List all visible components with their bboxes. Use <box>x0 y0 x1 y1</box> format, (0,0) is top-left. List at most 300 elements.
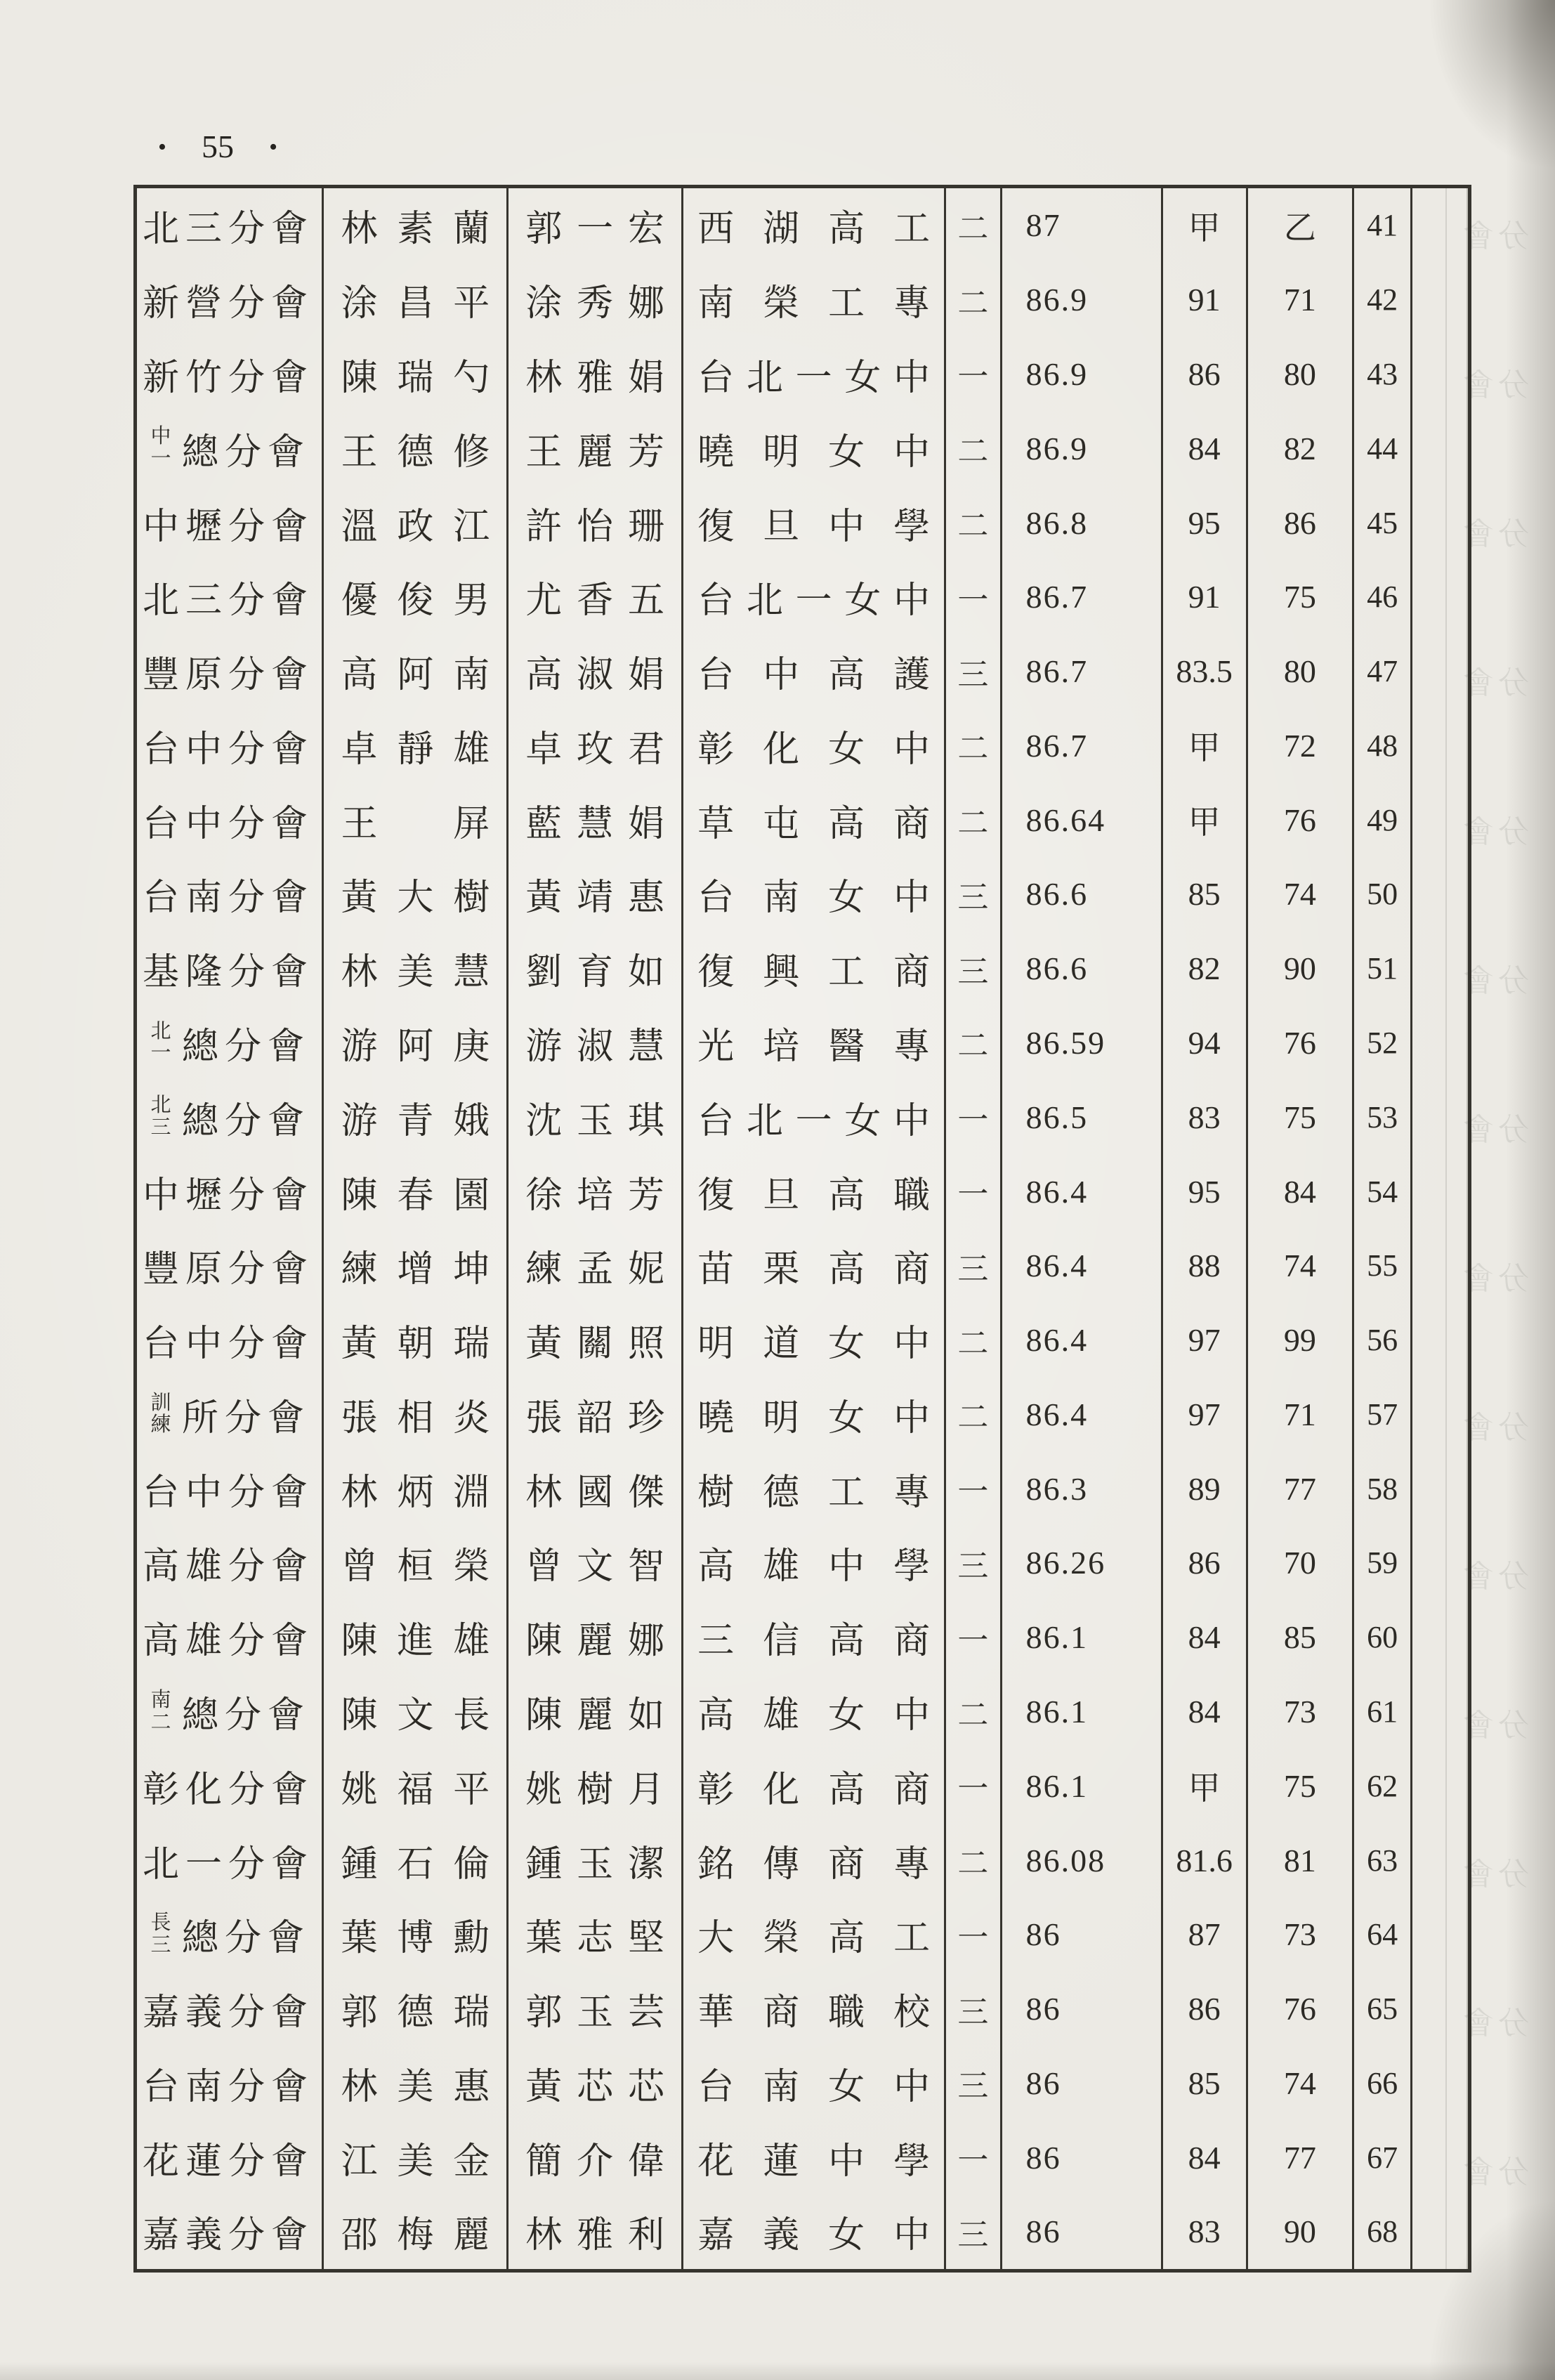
branch-name: 總分會 <box>182 432 311 473</box>
grade-cell: 二 <box>946 485 1002 560</box>
student-name-cell: 林 雅 利 <box>509 2195 683 2269</box>
student-name-cell: 葉 志 堅 <box>509 1897 683 1972</box>
score-a-cell: 86 <box>1163 1972 1248 2046</box>
branch-name: 台南分會 <box>143 878 315 919</box>
member-name-cell: 卓 靜 雄 <box>324 708 509 783</box>
average-score-cell: 86.6 <box>1002 931 1163 1006</box>
score-a-cell: 81.6 <box>1163 1823 1248 1897</box>
grade-cell: 二 <box>946 188 1002 263</box>
branch-cell <box>137 263 324 337</box>
average-score-cell: 86.5 <box>1002 1080 1163 1154</box>
page-number-left-dot: • <box>158 134 166 160</box>
empty-margin-cell <box>1412 634 1468 709</box>
average-score-cell: 86.7 <box>1002 634 1163 709</box>
rank-cell: 50 <box>1354 857 1413 931</box>
school-cell: 台 南 女 中 <box>683 857 946 931</box>
branch-cell <box>137 1229 324 1303</box>
bleedthrough-text: 分會 <box>1459 2006 1529 2041</box>
empty-margin-cell <box>1412 1675 1468 1749</box>
member-name-cell: 涂 昌 平 <box>324 263 509 337</box>
bleedthrough-text: 分會 <box>1459 1708 1529 1743</box>
table-row <box>137 634 1468 709</box>
table-row <box>137 857 1468 931</box>
school-cell: 苗 栗 高 商 <box>683 1229 946 1303</box>
grade-cell: 一 <box>946 1897 1002 1972</box>
student-name-cell: 黃 芯 芯 <box>509 2046 683 2121</box>
member-name-cell: 王 德 修 <box>324 411 509 485</box>
score-b-cell: 76 <box>1248 1006 1354 1080</box>
branch-cell <box>137 1972 324 2046</box>
score-b-cell: 75 <box>1248 1748 1354 1823</box>
rank-cell: 52 <box>1354 1006 1413 1080</box>
page-edge-shadow-right <box>1506 0 1555 2380</box>
score-a-cell: 84 <box>1163 1600 1248 1675</box>
branch-cell <box>137 857 324 931</box>
branch-stacked-prefix: 中 一 <box>150 425 171 471</box>
school-cell: 彰 化 女 中 <box>683 708 946 783</box>
grade-cell: 三 <box>946 1972 1002 2046</box>
table-row <box>137 1154 1468 1229</box>
rank-cell: 44 <box>1354 411 1413 485</box>
student-name-cell: 郭 一 宏 <box>509 188 683 263</box>
student-name-cell: 許 怡 珊 <box>509 485 683 560</box>
student-name-cell: 林 國 傑 <box>509 1451 683 1526</box>
school-cell: 台 南 女 中 <box>683 2046 946 2121</box>
student-name-cell: 涂 秀 娜 <box>509 263 683 337</box>
score-a-cell: 83 <box>1163 2195 1248 2269</box>
member-name-cell: 張 相 炎 <box>324 1378 509 1452</box>
average-score-cell: 86.64 <box>1002 783 1163 857</box>
score-a-cell: 82 <box>1163 931 1248 1006</box>
grade-cell: 二 <box>946 708 1002 783</box>
branch-cell <box>137 1451 324 1526</box>
results-table <box>133 185 1471 2273</box>
table-row <box>137 1229 1468 1303</box>
table-row <box>137 1451 1468 1526</box>
score-b-cell: 80 <box>1248 337 1354 412</box>
score-b-cell: 75 <box>1248 1080 1354 1154</box>
grade-cell: 三 <box>946 931 1002 1006</box>
table-row <box>137 1748 1468 1823</box>
empty-margin-cell <box>1412 560 1468 634</box>
grade-cell: 三 <box>946 1526 1002 1600</box>
student-name-cell: 沈 玉 琪 <box>509 1080 683 1154</box>
rank-cell: 57 <box>1354 1378 1413 1452</box>
branch-cell <box>137 188 324 263</box>
grade-cell: 三 <box>946 2195 1002 2269</box>
score-b-cell: 90 <box>1248 931 1354 1006</box>
grade-cell: 三 <box>946 634 1002 709</box>
score-b-cell: 72 <box>1248 708 1354 783</box>
average-score-cell: 86.9 <box>1002 411 1163 485</box>
empty-margin-cell <box>1412 857 1468 931</box>
grade-cell: 一 <box>946 1080 1002 1154</box>
branch-cell <box>137 1897 324 1972</box>
grade-cell: 一 <box>946 1154 1002 1229</box>
school-cell: 復 旦 高 職 <box>683 1154 946 1229</box>
branch-name: 台中分會 <box>143 1324 315 1365</box>
average-score-cell: 86 <box>1002 1972 1163 2046</box>
grade-cell: 一 <box>946 1748 1002 1823</box>
average-score-cell: 86.3 <box>1002 1451 1163 1526</box>
empty-margin-cell <box>1412 1303 1468 1378</box>
school-cell: 南 榮 工 專 <box>683 263 946 337</box>
page-corner-shadow-bottom-right <box>1400 2155 1555 2380</box>
rank-cell: 59 <box>1354 1526 1413 1600</box>
school-cell: 復 興 工 商 <box>683 931 946 1006</box>
branch-name: 中壢分會 <box>143 1175 315 1216</box>
empty-margin-cell <box>1412 263 1468 337</box>
average-score-cell: 86.1 <box>1002 1675 1163 1749</box>
branch-name: 北三分會 <box>143 209 315 250</box>
score-b-cell: 80 <box>1248 634 1354 709</box>
branch-name: 總分會 <box>182 1696 311 1737</box>
empty-margin-cell <box>1412 411 1468 485</box>
rank-cell: 56 <box>1354 1303 1413 1378</box>
score-a-cell: 84 <box>1163 411 1248 485</box>
rank-cell: 58 <box>1354 1451 1413 1526</box>
student-name-cell: 劉 育 如 <box>509 931 683 1006</box>
empty-margin-cell <box>1412 1080 1468 1154</box>
rank-cell: 68 <box>1354 2195 1413 2269</box>
branch-name: 台中分會 <box>143 804 315 844</box>
branch-name: 台南分會 <box>143 2067 315 2107</box>
member-name-cell: 林 素 蘭 <box>324 188 509 263</box>
member-name-cell: 溫 政 江 <box>324 485 509 560</box>
score-b-cell: 71 <box>1248 263 1354 337</box>
score-b-cell: 75 <box>1248 560 1354 634</box>
branch-name: 北三分會 <box>143 581 315 622</box>
member-name-cell: 練 增 坤 <box>324 1229 509 1303</box>
rank-cell: 60 <box>1354 1600 1413 1675</box>
table-row <box>137 1006 1468 1080</box>
bleedthrough-text: 分會 <box>1459 1411 1529 1445</box>
table-row <box>137 1600 1468 1675</box>
table-row <box>137 1526 1468 1600</box>
student-name-cell: 林 雅 娟 <box>509 337 683 412</box>
school-cell: 台 北 一 女 中 <box>683 337 946 412</box>
empty-margin-cell <box>1412 485 1468 560</box>
score-a-cell: 86 <box>1163 1526 1248 1600</box>
table-row <box>137 1675 1468 1749</box>
school-cell: 曉 明 女 中 <box>683 1378 946 1452</box>
average-score-cell: 86 <box>1002 2195 1163 2269</box>
rank-cell: 66 <box>1354 2046 1413 2121</box>
average-score-cell: 86.8 <box>1002 485 1163 560</box>
grade-cell: 一 <box>946 337 1002 412</box>
bleedthrough-text: 分會 <box>1459 368 1529 403</box>
branch-name: 嘉義分會 <box>143 1993 315 2034</box>
branch-cell <box>137 783 324 857</box>
student-name-cell: 鍾 玉 潔 <box>509 1823 683 1897</box>
score-a-cell: 91 <box>1163 263 1248 337</box>
rank-cell: 51 <box>1354 931 1413 1006</box>
bleedthrough-text: 分會 <box>1459 1262 1529 1296</box>
school-cell: 樹 德 工 專 <box>683 1451 946 1526</box>
branch-cell <box>137 1154 324 1229</box>
rank-cell: 42 <box>1354 263 1413 337</box>
average-score-cell: 86.26 <box>1002 1526 1163 1600</box>
table-row <box>137 2046 1468 2121</box>
branch-name: 總分會 <box>182 1918 311 1959</box>
branch-name: 高雄分會 <box>143 1621 315 1662</box>
school-cell: 西 湖 高 工 <box>683 188 946 263</box>
student-name-cell: 郭 玉 芸 <box>509 1972 683 2046</box>
table-row <box>137 485 1468 560</box>
rank-cell: 64 <box>1354 1897 1413 1972</box>
branch-stacked-prefix: 南 二 <box>150 1688 171 1734</box>
rank-cell: 54 <box>1354 1154 1413 1229</box>
branch-cell <box>137 1303 324 1378</box>
score-b-cell: 84 <box>1248 1154 1354 1229</box>
empty-margin-cell <box>1412 1748 1468 1823</box>
branch-name: 花蓮分會 <box>143 2141 315 2182</box>
student-name-cell: 曾 文 智 <box>509 1526 683 1600</box>
rank-cell: 67 <box>1354 2120 1413 2195</box>
table-row <box>137 708 1468 783</box>
score-b-cell: 82 <box>1248 411 1354 485</box>
score-b-cell: 71 <box>1248 1378 1354 1452</box>
branch-name: 豐原分會 <box>143 1250 315 1290</box>
empty-margin-cell <box>1412 1006 1468 1080</box>
rank-cell: 61 <box>1354 1675 1413 1749</box>
member-name-cell: 郭 德 瑞 <box>324 1972 509 2046</box>
branch-stacked-prefix: 長 三 <box>150 1911 171 1956</box>
empty-margin-cell <box>1412 1897 1468 1972</box>
score-a-cell: 83 <box>1163 1080 1248 1154</box>
member-name-cell: 葉 博 勳 <box>324 1897 509 1972</box>
grade-cell: 三 <box>946 2046 1002 2121</box>
average-score-cell: 86 <box>1002 2046 1163 2121</box>
school-cell: 曉 明 女 中 <box>683 411 946 485</box>
score-b-cell: 76 <box>1248 1972 1354 2046</box>
score-a-cell: 95 <box>1163 485 1248 560</box>
table-row <box>137 1080 1468 1154</box>
member-name-cell: 王 屏 <box>324 783 509 857</box>
average-score-cell: 86.4 <box>1002 1378 1163 1452</box>
branch-stacked-prefix: 北 三 <box>150 1094 171 1139</box>
empty-margin-cell <box>1412 337 1468 412</box>
student-name-cell: 游 淑 慧 <box>509 1006 683 1080</box>
grade-cell: 二 <box>946 1675 1002 1749</box>
score-a-cell: 87 <box>1163 1897 1248 1972</box>
branch-cell <box>137 1006 324 1080</box>
score-b-cell: 99 <box>1248 1303 1354 1378</box>
score-a-cell: 94 <box>1163 1006 1248 1080</box>
score-b-cell: 86 <box>1248 485 1354 560</box>
empty-margin-cell <box>1412 1451 1468 1526</box>
table-row <box>137 1303 1468 1378</box>
average-score-cell: 86.9 <box>1002 337 1163 412</box>
average-score-cell: 86.4 <box>1002 1154 1163 1229</box>
school-cell: 復 旦 中 學 <box>683 485 946 560</box>
branch-cell <box>137 2120 324 2195</box>
branch-cell <box>137 1526 324 1600</box>
empty-margin-cell <box>1412 931 1468 1006</box>
student-name-cell: 黃 關 照 <box>509 1303 683 1378</box>
branch-name: 高雄分會 <box>143 1547 315 1588</box>
score-b-cell: 70 <box>1248 1526 1354 1600</box>
average-score-cell: 86.6 <box>1002 857 1163 931</box>
page-number-value: 55 <box>202 128 234 164</box>
branch-cell <box>137 708 324 783</box>
member-name-cell: 優 俊 男 <box>324 560 509 634</box>
grade-cell: 二 <box>946 1823 1002 1897</box>
score-a-cell: 86 <box>1163 337 1248 412</box>
member-name-cell: 林 炳 淵 <box>324 1451 509 1526</box>
rank-cell: 41 <box>1354 188 1413 263</box>
score-a-cell: 85 <box>1163 2046 1248 2121</box>
rank-cell: 63 <box>1354 1823 1413 1897</box>
table-row <box>137 1823 1468 1897</box>
member-name-cell: 陳 進 雄 <box>324 1600 509 1675</box>
score-a-cell: 84 <box>1163 2120 1248 2195</box>
score-b-cell: 74 <box>1248 857 1354 931</box>
branch-name: 台中分會 <box>143 729 315 770</box>
empty-margin-cell <box>1412 708 1468 783</box>
member-name-cell: 鍾 石 倫 <box>324 1823 509 1897</box>
branch-cell <box>137 634 324 709</box>
student-name-cell: 陳 麗 如 <box>509 1675 683 1749</box>
empty-margin-cell <box>1412 1378 1468 1452</box>
score-a-cell: 95 <box>1163 1154 1248 1229</box>
rank-cell: 62 <box>1354 1748 1413 1823</box>
page-edge-shadow-bottom <box>0 2362 1555 2380</box>
empty-margin-cell <box>1412 1972 1468 2046</box>
school-cell: 光 培 醫 專 <box>683 1006 946 1080</box>
branch-name: 新竹分會 <box>143 358 315 398</box>
member-name-cell: 陳 瑞 勺 <box>324 337 509 412</box>
score-a-cell: 89 <box>1163 1451 1248 1526</box>
grade-cell: 二 <box>946 411 1002 485</box>
student-name-cell: 練 孟 妮 <box>509 1229 683 1303</box>
rank-cell: 49 <box>1354 783 1413 857</box>
score-a-cell: 甲 <box>1163 188 1248 263</box>
score-a-cell: 甲 <box>1163 708 1248 783</box>
average-score-cell: 86.08 <box>1002 1823 1163 1897</box>
empty-margin-cell <box>1412 783 1468 857</box>
branch-cell <box>137 1080 324 1154</box>
student-name-cell: 藍 慧 娟 <box>509 783 683 857</box>
empty-margin-cell <box>1412 1600 1468 1675</box>
table-row <box>137 188 1468 263</box>
branch-name: 總分會 <box>182 1101 311 1142</box>
school-cell: 草 屯 高 商 <box>683 783 946 857</box>
score-b-cell: 74 <box>1248 1229 1354 1303</box>
branch-name: 台中分會 <box>143 1472 315 1513</box>
student-name-cell: 卓 玫 君 <box>509 708 683 783</box>
school-cell: 大 榮 高 工 <box>683 1897 946 1972</box>
member-name-cell: 姚 福 平 <box>324 1748 509 1823</box>
score-a-cell: 甲 <box>1163 783 1248 857</box>
table-row <box>137 1972 1468 2046</box>
score-a-cell: 84 <box>1163 1675 1248 1749</box>
score-a-cell: 97 <box>1163 1303 1248 1378</box>
table-row <box>137 337 1468 412</box>
empty-margin-cell <box>1412 2046 1468 2121</box>
grade-cell: 三 <box>946 857 1002 931</box>
branch-name: 中壢分會 <box>143 506 315 547</box>
score-a-cell: 97 <box>1163 1378 1248 1452</box>
branch-cell <box>137 1675 324 1749</box>
score-b-cell: 76 <box>1248 783 1354 857</box>
branch-cell <box>137 1600 324 1675</box>
empty-margin-cell <box>1412 1823 1468 1897</box>
branch-cell <box>137 931 324 1006</box>
member-name-cell: 游 青 娥 <box>324 1080 509 1154</box>
bleedthrough-text: 分會 <box>1459 1560 1529 1594</box>
member-name-cell: 林 美 惠 <box>324 2046 509 2121</box>
average-score-cell: 86.4 <box>1002 1303 1163 1378</box>
branch-cell <box>137 2195 324 2269</box>
branch-cell <box>137 411 324 485</box>
score-b-cell: 74 <box>1248 2046 1354 2121</box>
member-name-cell: 陳 春 園 <box>324 1154 509 1229</box>
score-b-cell: 73 <box>1248 1897 1354 1972</box>
table-row <box>137 560 1468 634</box>
school-cell: 彰 化 高 商 <box>683 1748 946 1823</box>
bleedthrough-text: 分會 <box>1459 517 1529 551</box>
table-row <box>137 2120 1468 2195</box>
bleedthrough-text: 分會 <box>1459 666 1529 700</box>
bleedthrough-text: 分會 <box>1459 1857 1529 1892</box>
school-cell: 高 雄 中 學 <box>683 1526 946 1600</box>
average-score-cell: 86.4 <box>1002 1229 1163 1303</box>
school-cell: 嘉 義 女 中 <box>683 2195 946 2269</box>
branch-cell <box>137 485 324 560</box>
student-name-cell: 徐 培 芳 <box>509 1154 683 1229</box>
member-name-cell: 邵 梅 麗 <box>324 2195 509 2269</box>
grade-cell: 二 <box>946 1378 1002 1452</box>
score-b-cell: 77 <box>1248 1451 1354 1526</box>
branch-name: 彰化分會 <box>143 1770 315 1810</box>
member-name-cell: 林 美 慧 <box>324 931 509 1006</box>
branch-cell <box>137 1378 324 1452</box>
score-b-cell: 85 <box>1248 1600 1354 1675</box>
student-name-cell: 陳 麗 娜 <box>509 1600 683 1675</box>
branch-name: 新營分會 <box>143 284 315 325</box>
average-score-cell: 86.59 <box>1002 1006 1163 1080</box>
branch-cell <box>137 1748 324 1823</box>
average-score-cell: 86.9 <box>1002 263 1163 337</box>
table-row <box>137 411 1468 485</box>
page-corner-shadow-top-right <box>1400 0 1555 211</box>
grade-cell: 一 <box>946 1451 1002 1526</box>
table-row <box>137 263 1468 337</box>
school-cell: 明 道 女 中 <box>683 1303 946 1378</box>
score-a-cell: 甲 <box>1163 1748 1248 1823</box>
grade-cell: 二 <box>946 1303 1002 1378</box>
branch-name: 基隆分會 <box>143 953 315 993</box>
page-number <box>158 118 277 174</box>
branch-name: 豐原分會 <box>143 655 315 696</box>
member-name-cell: 黃 朝 瑞 <box>324 1303 509 1378</box>
school-cell: 高 雄 女 中 <box>683 1675 946 1749</box>
student-name-cell: 張 韶 珍 <box>509 1378 683 1452</box>
member-name-cell: 曾 桓 榮 <box>324 1526 509 1600</box>
score-a-cell: 88 <box>1163 1229 1248 1303</box>
bleedthrough-text: 分會 <box>1459 1113 1529 1147</box>
school-cell: 華 商 職 校 <box>683 1972 946 2046</box>
average-score-cell: 86.1 <box>1002 1600 1163 1675</box>
school-cell: 台 北 一 女 中 <box>683 560 946 634</box>
score-b-cell: 77 <box>1248 2120 1354 2195</box>
student-name-cell: 高 淑 娟 <box>509 634 683 709</box>
grade-cell: 二 <box>946 263 1002 337</box>
score-a-cell: 91 <box>1163 560 1248 634</box>
empty-margin-cell <box>1412 1526 1468 1600</box>
school-cell: 台 中 高 護 <box>683 634 946 709</box>
